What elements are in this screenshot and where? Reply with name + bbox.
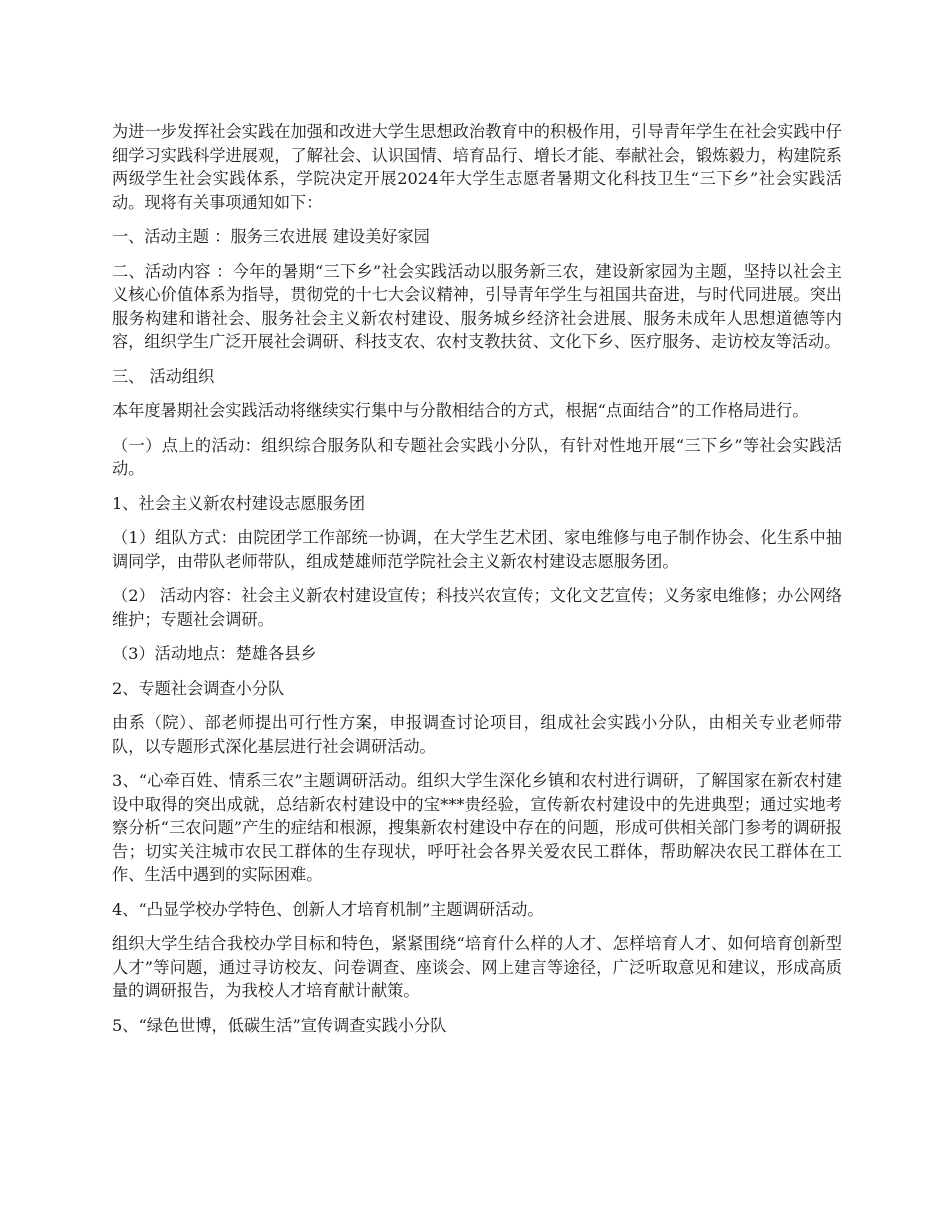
item-5-heading: 5、“绿色世博，低碳生活”宣传调查实践小分队 [112, 1015, 447, 1035]
intro-paragraph: 为进一步发挥社会实践在加强和改进大学生思想政治教育中的积极作用，引导青年学生在社会实践中仔细学习实践科学进展观，了解社会、认识国情、培育品行、增长才能、奉献社会，锻炼毅力，构建院系两级学生社会实践体系，学院决定开展2024年大学生志愿者暑期文化科技卫生“三下乡”社会实践活动。现将有关事项通知如下： [112, 122, 842, 212]
item-2-description: 由系（院）、部老师提出可行性方案，申报调查讨论项目，组成社会实践小分队，由相关专业老师带队，以专题形式深化基层进行社会调研活动。 [112, 713, 842, 756]
item-4-description: 组织大学生结合我校办学目标和特色，紧紧围绕“培育什么样的人才、怎样培育人才、如何培育创新型人才”等问题，通过寻访校友、问卷调查、座谈会、网上建言等途径，广泛听取意见和建议，形成高质量的调研报告，为我校人才培育献计献策。 [112, 934, 842, 1000]
point-activities-paragraph: （一）点上的活动：组织综合服务队和专题社会实践小分队，有针对性地开展“三下乡”等社会实践活动。 [112, 435, 842, 478]
item-1-heading: 1、社会主义新农村建设志愿服务团 [112, 493, 366, 513]
item-1-location: （3）活动地点：楚雄各县乡 [112, 644, 317, 663]
item-4-heading: 4、“凸显学校办学特色、创新人才培育机制”主题调研活动。 [112, 899, 544, 919]
section-3-heading: 三、 活动组织 [112, 366, 215, 386]
section-2-content: 二、活动内容 ：今年的暑期“三下乡”社会实践活动以服务新三农，建设新家园为主题，坚持以社会主义核心价值体系为指导，贯彻党的十七大会议精神，引导青年学生与祖国共奋进，与时代同进展。突出服务构建和谐社会、服务社会主义新农村建设、服务城乡经济社会进展、服务未成年人思想道德等内容，组织学生广泛开展社会调研、科技支农、农村支教扶贫、文化下乡、医疗服务、走访校友等活动。 [112, 261, 842, 351]
item-1-activity-content: （2） 活动内容：社会主义新农村建设宣传；科技兴农宣传；文化文艺宣传；义务家电维修；办公网络维护；专题社会调研。 [112, 586, 842, 629]
organization-paragraph: 本年度暑期社会实践活动将继续实行集中与分散相结合的方式，根据“点面结合”的工作格局进行。 [112, 401, 809, 420]
item-3-paragraph: 3、“心牵百姓、情系三农”主题调研活动。组织大学生深化乡镇和农村进行调研，了解国家在新农村建设中取得的突出成就，总结新农村建设中的宝***贵经验，宣传新农村建设中的先进典型；通过实地考察分析“三农问题”产生的症结和根源，搜集新农村建设中存在的问题，形成可供相关部门参考的调研报告；切实关注城市农民工群体的生存现状，呼吁社会各界关爱农民工群体，帮助解决农民工群体在工作、生活中遇到的实际困难。 [112, 771, 842, 884]
document-body [112, 120, 842, 1048]
item-1-team-formation: （1）组队方式：由院团学工作部统一协调，在大学生艺术团、家电维修与电子制作协会、化生系中抽调同学，由带队老师带队，组成楚雄师范学院社会主义新农村建设志愿服务团。 [112, 528, 842, 571]
section-1-theme: 一、活动主题 ：服务三农进展 建设美好家园 [112, 227, 430, 246]
item-2-heading: 2、专题社会调查小分队 [112, 678, 285, 698]
